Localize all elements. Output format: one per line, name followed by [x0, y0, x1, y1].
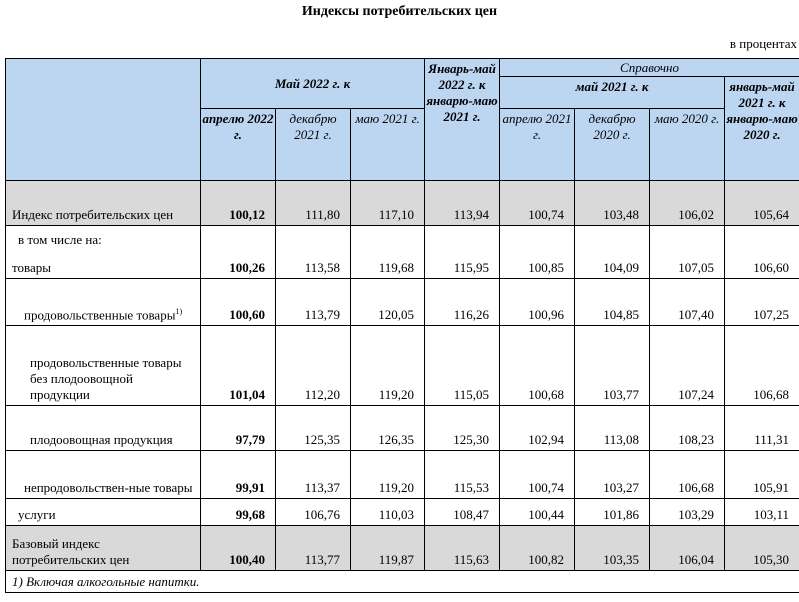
cell-value: 103,48 [575, 181, 650, 226]
cell-value: 117,10 [351, 181, 425, 226]
table-row [6, 526, 799, 571]
row-label: плодоовощная продукция [6, 406, 201, 451]
cell-value: 119,20 [351, 451, 425, 499]
cell-value: 107,24 [650, 326, 725, 406]
cell-value: 107,05 [650, 226, 725, 279]
cell-value: 100,85 [500, 226, 575, 279]
row-label [6, 226, 201, 279]
cell-value: 100,60 [201, 279, 276, 326]
cell-value: 113,94 [425, 181, 500, 226]
header-col-apr-2022: апрелю 2022 г. [201, 109, 276, 181]
cell-value: 97,79 [201, 406, 276, 451]
cell-value: 113,79 [276, 279, 351, 326]
row-label: Индекс потребительских цен [6, 181, 201, 226]
cell-value: 100,74 [500, 451, 575, 499]
header-col-dec-2021: декабрю 2021 г. [276, 109, 351, 181]
header-col-may-2021: маю 2021 г. [351, 109, 425, 181]
cell-value: 106,76 [276, 499, 351, 526]
row-label: продовольственные товары без плодоовощной продукции [6, 326, 201, 406]
cell-value: 101,86 [575, 499, 650, 526]
table-row [6, 451, 799, 499]
cell-value: 108,47 [425, 499, 500, 526]
cell-value: 100,96 [500, 279, 575, 326]
table-row [6, 226, 799, 279]
cell-value: 105,64 [725, 181, 799, 226]
cell-value: 106,04 [650, 526, 725, 571]
page-title: Индексы потребительских цен [301, 4, 498, 19]
header-jan-may-2021: январь-май 2021 г. к январю-маю 2020 г. [725, 77, 799, 181]
cell-value: 101,04 [201, 326, 276, 406]
cell-value: 115,63 [425, 526, 500, 571]
row-label: услуги [6, 499, 201, 526]
cell-value: 113,08 [575, 406, 650, 451]
cell-value: 113,37 [276, 451, 351, 499]
footnote: 1) Включая алкогольные напитки. [6, 571, 799, 593]
cell-value: 125,30 [425, 406, 500, 451]
table-row [6, 181, 799, 226]
cell-value: 100,26 [201, 226, 276, 279]
cell-value: 99,91 [201, 451, 276, 499]
header-col-dec-2020: декабрю 2020 г. [575, 109, 650, 181]
cell-value: 100,68 [500, 326, 575, 406]
cell-value: 103,27 [575, 451, 650, 499]
cell-value: 113,58 [276, 226, 351, 279]
header-jan-may-2022: Январь-май 2022 г. к январю-маю 2021 г. [425, 59, 500, 181]
cell-value: 100,40 [201, 526, 276, 571]
cell-value: 103,11 [725, 499, 799, 526]
row-label: продовольственные товары$^{1)}$ [6, 279, 201, 326]
cell-value: 126,35 [351, 406, 425, 451]
cell-value: 111,31 [725, 406, 799, 451]
cell-value: 108,23 [650, 406, 725, 451]
cell-value: 99,68 [201, 499, 276, 526]
cell-value: 113,77 [276, 526, 351, 571]
cell-value: 110,03 [351, 499, 425, 526]
unit-label: в процентах [729, 36, 797, 51]
cell-value: 106,02 [650, 181, 725, 226]
cell-value: 107,25 [725, 279, 799, 326]
cell-value: 116,26 [425, 279, 500, 326]
cell-value: 100,44 [500, 499, 575, 526]
row-label-goods: товары [12, 260, 51, 275]
cell-value: 100,12 [201, 181, 276, 226]
cell-value: 119,87 [351, 526, 425, 571]
cell-value: 104,09 [575, 226, 650, 279]
row-label: Базовый индекс потребительских цен [6, 526, 201, 571]
table-row [6, 326, 799, 406]
cell-value: 120,05 [351, 279, 425, 326]
cell-value: 106,60 [725, 226, 799, 279]
cpi-table [5, 58, 799, 593]
cell-value: 103,77 [575, 326, 650, 406]
row-label: непродовольствен-ные товары [6, 451, 201, 499]
cell-value: 100,74 [500, 181, 575, 226]
cell-value: 105,30 [725, 526, 799, 571]
header-reference: Справочно [500, 59, 799, 77]
header-col-may-2020: маю 2020 г. [650, 109, 725, 181]
table-row [6, 279, 799, 326]
header-group-may-2022: Май 2022 г. к [201, 59, 425, 109]
header-empty-cell [6, 59, 201, 181]
table-row [6, 406, 799, 451]
header-group-may-2021: май 2021 г. к [500, 77, 725, 109]
cell-value: 119,20 [351, 326, 425, 406]
cell-value: 102,94 [500, 406, 575, 451]
cell-value: 106,68 [650, 451, 725, 499]
row-sublabel: в том числе на: [18, 232, 102, 247]
table-row [6, 499, 799, 526]
cell-value: 103,35 [575, 526, 650, 571]
cell-value: 115,95 [425, 226, 500, 279]
cell-value: 103,29 [650, 499, 725, 526]
cell-value: 119,68 [351, 226, 425, 279]
cell-value: 125,35 [276, 406, 351, 451]
cell-value: 105,91 [725, 451, 799, 499]
cell-value: 115,53 [425, 451, 500, 499]
cell-value: 115,05 [425, 326, 500, 406]
header-col-apr-2021: апрелю 2021 г. [500, 109, 575, 181]
cell-value: 100,82 [500, 526, 575, 571]
cell-value: 104,85 [575, 279, 650, 326]
cell-value: 107,40 [650, 279, 725, 326]
cell-value: 111,80 [276, 181, 351, 226]
cell-value: 112,20 [276, 326, 351, 406]
cell-value: 106,68 [725, 326, 799, 406]
